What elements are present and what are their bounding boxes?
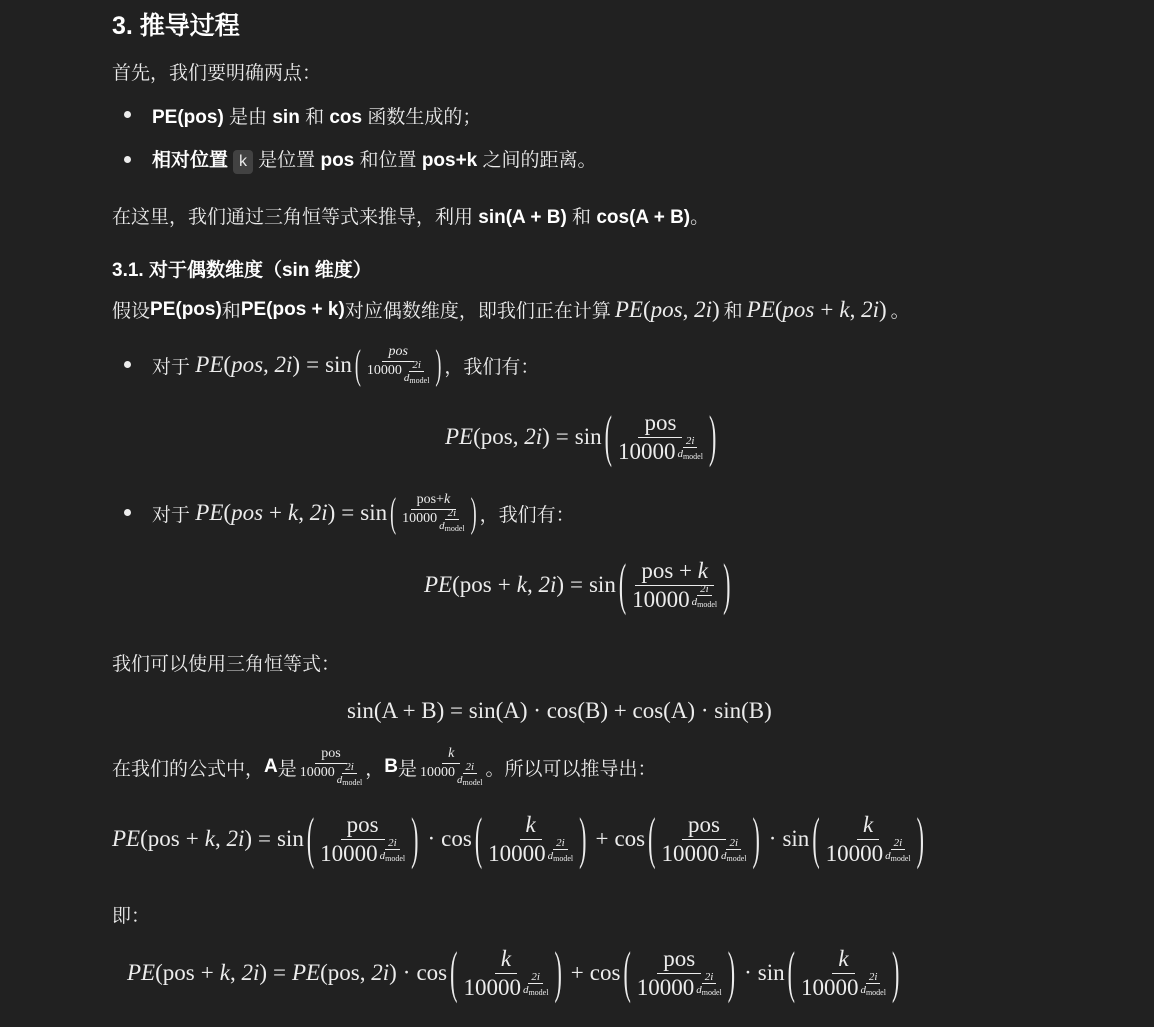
final-equation: PE ( pos + k , 2i ) = PE ( pos , 2i ) · cos ( k 10000 2i $d_{model}$ ) + cos ( pos 10000 2i $d_{model}$ ) · sin ( k 10000 2i $d_{model}$ )	[127, 939, 900, 1005]
assume-paragraph: 假设 PE(pos) 和 PE(pos + k) 对应偶数维度，即我们正在计算 PE ( pos , 2i ) 和 PE ( pos + k , 2i ) 。	[112, 296, 910, 322]
identity-intro: 我们可以使用三角恒等式：	[112, 654, 341, 675]
ji-label: 即：	[112, 906, 151, 927]
expansion-equation: PE ( pos + k , 2i ) = sin ( pos 10000 2i $d_{model}$ ) · cos ( k 10000 2i $d_{model}$ ) + cos ( pos 10000 2i $d_{model}$ ) · sin ( k 10000 2i $d_{model}$ )	[112, 805, 924, 871]
section-heading: 3. 推导过程	[112, 12, 240, 40]
bullet-dot	[124, 509, 131, 516]
point-2: 相对位置 k 是位置 pos 和位置 pos+k 之间的距离。	[152, 145, 597, 174]
point-4: 对于 PE ( pos + k , 2i ) = sin ( pos+k 10000 2i $d_{model}$ ) ，我们有：	[152, 488, 575, 535]
inline-code-k: k	[233, 150, 253, 174]
bullet-dot	[124, 156, 131, 163]
subsection-heading: 3.1. 对于偶数维度（sin 维度）	[112, 260, 372, 281]
intro-text: 首先，我们要明确两点：	[112, 63, 322, 84]
display-equation-1: PE ( pos , 2i ) = sin ( pos 10000 2i $d_{model}$ )	[445, 403, 717, 469]
trig-identity: sin(A + B) = sin(A) · cos(B) + cos(A) · sin(B)	[347, 698, 772, 723]
point-3: 对于 PE ( pos , 2i ) = sin ( pos 10000 2i $d_{model}$ ) ，我们有：	[152, 340, 540, 387]
formula-paragraph: 在我们的公式中， A 是 pos 10000 2i $d_{model}$ ， B 是 k 10000 2i $d_{model}$ 。所以可以推导出：	[112, 745, 657, 788]
display-equation-2: PE ( pos + k , 2i ) = sin ( pos + k 10000 2i $d_{model}$ )	[424, 551, 731, 617]
point-1: PE(pos) 是由 sin 和 cos 函数生成的；	[152, 107, 482, 128]
bullet-dot	[124, 111, 131, 118]
bullet-dot	[124, 361, 131, 368]
identity-paragraph: 在这里，我们通过三角恒等式来推导，利用 sin(A + B) 和 cos(A + B)。	[112, 207, 710, 228]
